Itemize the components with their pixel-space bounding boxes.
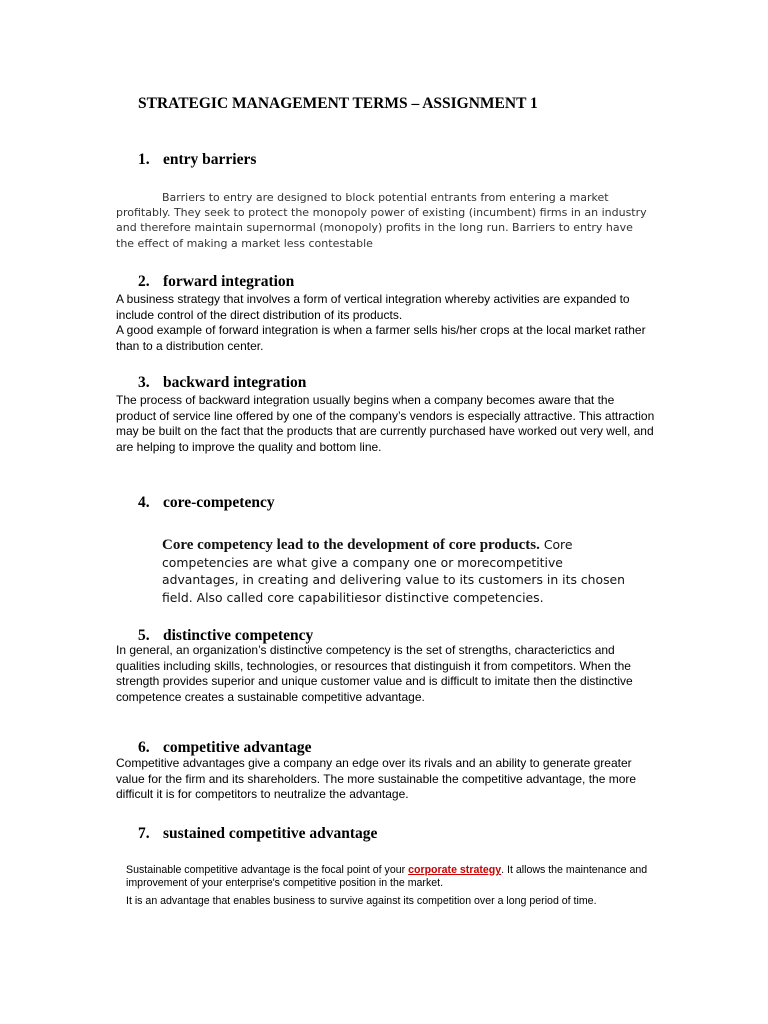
- section-2-title: forward integration: [163, 273, 295, 290]
- corporate-strategy-link[interactable]: corporate strategy: [408, 864, 502, 876]
- section-4-heading: [138, 493, 658, 513]
- section-4-number: 4.: [138, 494, 150, 511]
- section-2-paragraph-1: A business strategy that involves a form of vertical integration whereby activities are expanded to include control of the direct distribution of its products.: [116, 292, 630, 322]
- section-5-title: distinctive competency: [163, 627, 314, 644]
- section-7-number: 7.: [138, 825, 150, 842]
- section-3-heading: [138, 373, 658, 393]
- section-3-number: 3.: [138, 374, 150, 391]
- section-1-body: Barriers to entry are designed to block potential entrants from entering a market profitably. They seek to protect the monopoly power of existing (incumbent) firms in an industry and therefore maintain supernormal (monopoly) profits in the long run. Barriers to entry have the effect of making a market less contestable: [116, 191, 647, 250]
- section-7-paragraph-2: It is an advantage that enables business to survive against its competition over a long period of time.: [126, 894, 597, 907]
- section-5-number: 5.: [138, 627, 150, 644]
- section-4-title: core-competency: [163, 494, 275, 511]
- section-4-lead: Core competency lead to the development of core products.: [162, 537, 540, 553]
- section-1-number: 1.: [138, 151, 150, 168]
- section-7-paragraph-1: [126, 864, 656, 891]
- section-6-number: 6.: [138, 739, 150, 756]
- section-1-heading: [138, 150, 658, 170]
- section-4-body: [162, 536, 642, 606]
- section-7-text-before-link: Sustainable competitive advantage is the focal point of your: [126, 864, 409, 876]
- section-3-title: backward integration: [163, 374, 307, 391]
- section-4-paragraph: Core competencies are what give a company one or morecompetitive advantages, in creating and delivering value to its customers in its chosen field. Also called core capabilitiesor distinctive competencies.: [162, 537, 626, 605]
- section-6-heading: [138, 738, 658, 758]
- section-5-body: In general, an organization’s distinctive competency is the set of strengths, characterictics and qualities including skills, technologies, or resources that distinguish it from competitors. When the strength provides superior and unique customer value and is difficult to imitate then the distinctive competence creates a sustainable competitive advantage.: [116, 643, 633, 704]
- section-2-heading: [138, 272, 658, 292]
- section-3-body: The process of backward integration usually begins when a company becomes aware that the product of service line offered by one of the company’s vendors is especially attractive. This attraction may be built on the fact that the products that are currently purchased have worked out very well, and are helping to improve the quality and bottom line.: [116, 393, 655, 454]
- section-7-text-after-link: . It allows the maintenance and improvement of your enterprise's competitive position in the market.: [126, 864, 648, 890]
- section-7-body: [126, 864, 656, 908]
- section-7-heading: [138, 824, 658, 844]
- section-1-title: entry barriers: [163, 151, 257, 168]
- section-7-title: sustained competitive advantage: [163, 825, 378, 842]
- section-2-number: 2.: [138, 273, 150, 290]
- section-2-body: [116, 292, 656, 354]
- section-6-body: Competitive advantages give a company an edge over its rivals and an ability to generate greater value for the firm and its shareholders. The more sustainable the competitive advantage, the more difficult it is for competitors to neutralize the advantage.: [116, 756, 637, 801]
- section-2-paragraph-2: A good example of forward integration is when a farmer sells his/her crops at the local market rather than to a distribution center.: [116, 323, 646, 353]
- section-6-title: competitive advantage: [163, 739, 312, 756]
- document-title: STRATEGIC MANAGEMENT TERMS – ASSIGNMENT 1: [138, 95, 538, 112]
